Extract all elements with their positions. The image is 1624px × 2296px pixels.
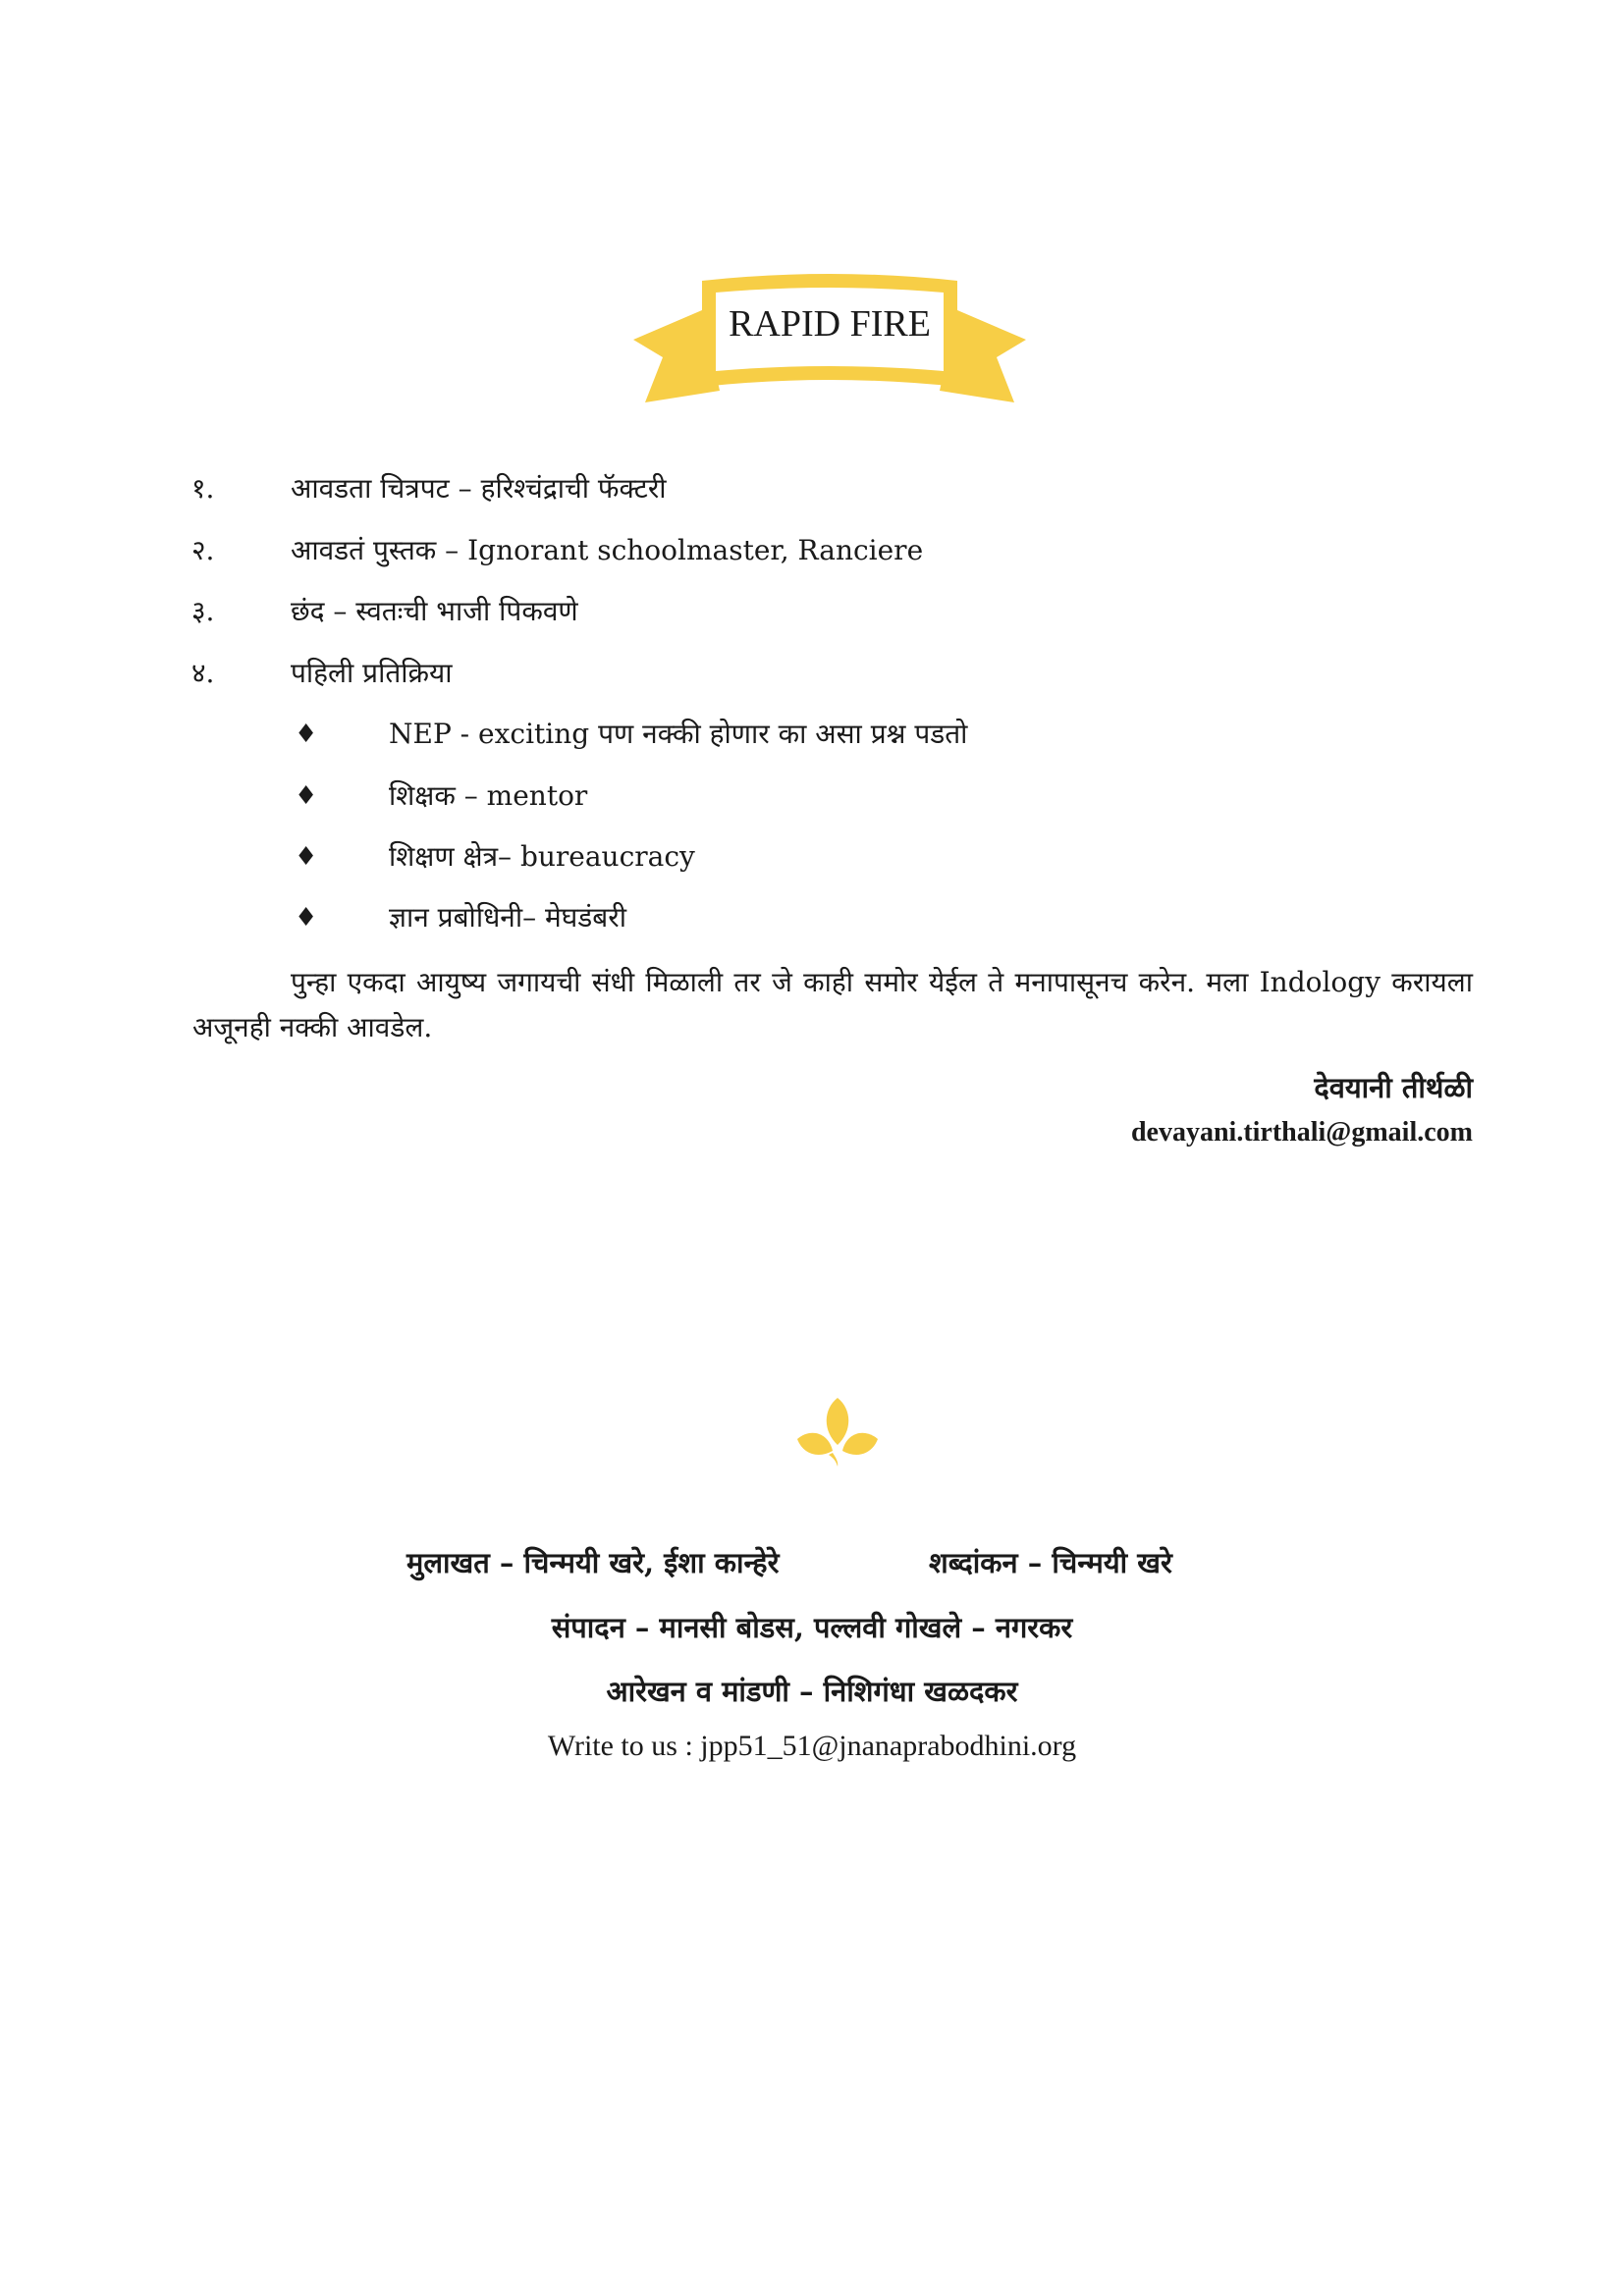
item-number: ३. [191, 595, 215, 627]
bullet-text: शिक्षक – mentor [389, 779, 588, 812]
credit-design: आरेखन व मांडणी – निशिगंधा खळदकर [606, 1675, 1018, 1708]
item-text: आवडतं पुस्तक – Ignorant schoolmaster, Ranciere [291, 534, 924, 566]
bullet-text: NEP - exciting पण नक्की होणार का असा प्रश्न पडतो [389, 718, 968, 750]
flower-emblem-icon [793, 1394, 882, 1468]
diamond-bullet-icon: ♦ [295, 842, 318, 872]
credit-transcription: शब्दांकन – चिन्मयी खरे [929, 1546, 1172, 1579]
author-name: देवयानी तीर्थळी [1314, 1071, 1473, 1104]
diamond-bullet-icon: ♦ [295, 720, 318, 749]
item-text: पहिली प्रतिक्रिया [291, 657, 453, 689]
item-number: १. [191, 472, 215, 505]
bullet-text: ज्ञान प्रबोधिनी– मेघडंबरी [389, 901, 626, 934]
banner-title: RAPID FIRE [729, 303, 931, 345]
credit-editing: संपादन – मानसी बोडस, पल्लवी गोखले – नगरकर [551, 1611, 1073, 1644]
item-text: आवडता चित्रपट – हरिश्चंद्राची फॅक्टरी [291, 472, 667, 505]
item-text: छंद – स्वतःची भाजी पिकवणे [291, 595, 578, 627]
author-email: devayani.tirthali@gmail.com [1130, 1117, 1473, 1148]
rapid-fire-banner [633, 263, 1026, 420]
bullet-text: शिक्षण क्षेत्र– bureaucracy [389, 840, 695, 873]
closing-paragraph: पुन्हा एकदा आयुष्य जगायची संधी मिळाली तर जे काही समोर येईल ते मनापासूनच करेन. मला Indology करायला अजूनही नक्की आवडेल. [192, 966, 1473, 1043]
item-number: ४. [191, 657, 215, 689]
diamond-bullet-icon: ♦ [295, 903, 318, 933]
credit-interview: मुलाखत – चिन्मयी खरे, ईशा कान्हेरे [406, 1546, 780, 1579]
write-to-us: Write to us : jpp51_51@jnanaprabodhini.org [547, 1730, 1077, 1762]
diamond-bullet-icon: ♦ [295, 781, 318, 811]
item-number: २. [191, 534, 215, 566]
